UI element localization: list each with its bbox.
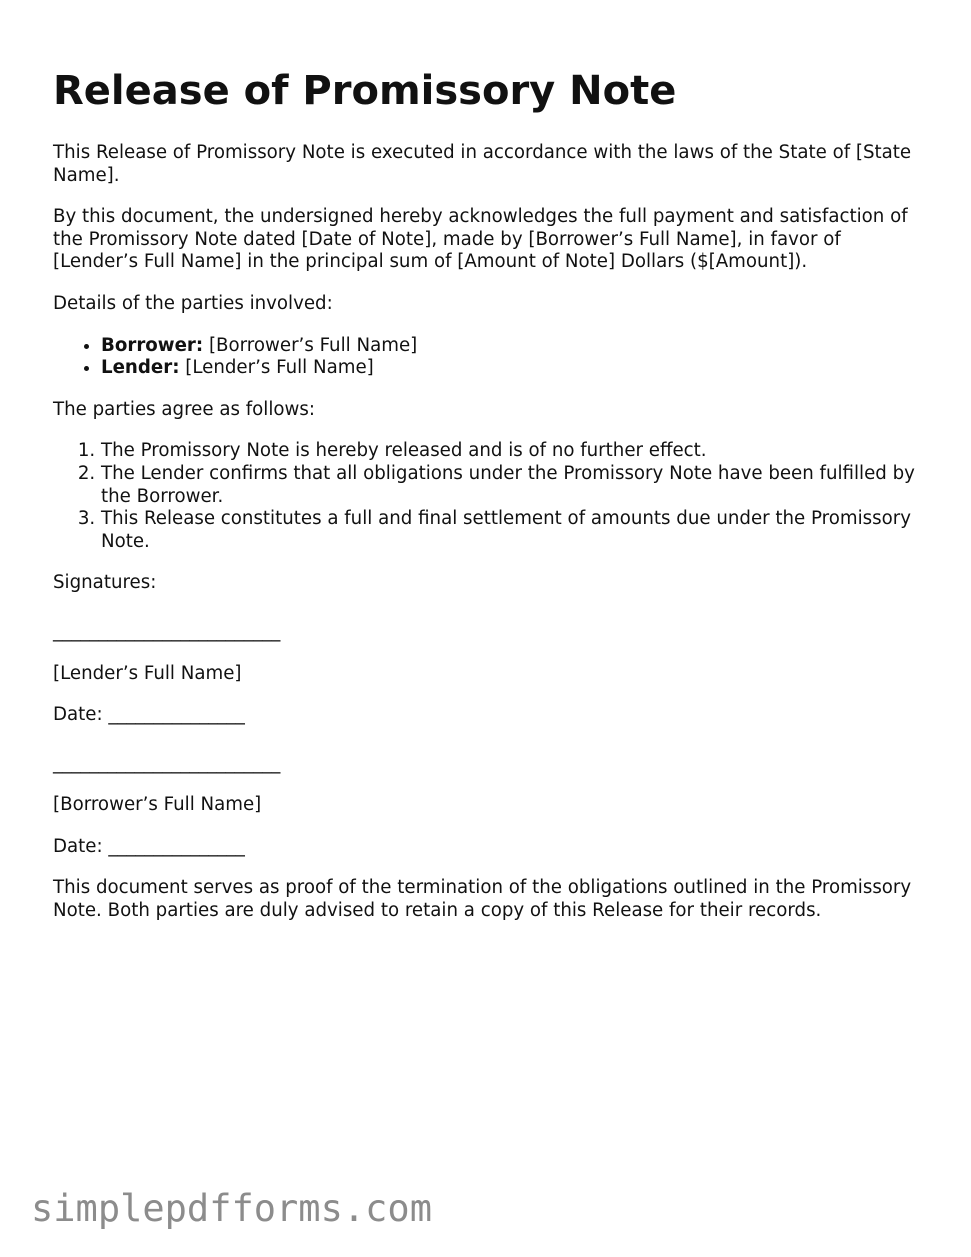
- signatures-heading: Signatures:: [53, 572, 157, 594]
- signature-line[interactable]: _________________________: [53, 752, 281, 774]
- borrower-signature-block: [53, 753, 923, 859]
- closing-paragraph: This document serves as proof of the termination of the obligations outlined in the Promissory Note. Both parties are duly advised to retain a copy of this Release for their records.: [53, 877, 912, 922]
- acknowledgment-paragraph: By this document, the undersigned hereby acknowledges the full payment and satisfaction of the Promissory Note dated [Date of Note], made by [Borrower’s Full Name], in favor of [Lender’s Full Name] in the principal sum of [Amount of Note] Dollars ($[Amount]).: [53, 206, 908, 273]
- date-line[interactable]: Date: _______________: [53, 704, 245, 726]
- term-item: 1. The Promissory Note is hereby released and is of no further effect.: [101, 440, 923, 463]
- signer-name: [Borrower’s Full Name]: [53, 794, 262, 816]
- party-borrower: [101, 335, 923, 358]
- agree-heading: The parties agree as follows:: [53, 398, 315, 420]
- signature-line[interactable]: _________________________: [53, 620, 281, 642]
- party-lender: [101, 357, 923, 380]
- date-line[interactable]: Date: _______________: [53, 835, 245, 857]
- party-value: [Borrower’s Full Name]: [203, 334, 418, 356]
- parties-list: [53, 335, 923, 380]
- party-label: Lender:: [101, 357, 180, 379]
- intro-paragraph: This Release of Promissory Note is executed in accordance with the laws of the State of [State Name].: [53, 142, 912, 186]
- term-item: 2. The Lender confirms that all obligations under the Promissory Note have been fulfilled by the Borrower.: [101, 463, 923, 508]
- term-item: 3. This Release constitutes a full and final settlement of amounts due under the Promissory Note.: [101, 508, 923, 553]
- party-value: [Lender’s Full Name]: [179, 357, 374, 379]
- party-label: Borrower:: [101, 334, 204, 356]
- lender-signature-block: [53, 621, 923, 727]
- signer-name: [Lender’s Full Name]: [53, 662, 242, 684]
- watermark-text: simplepdfforms.com: [31, 1187, 432, 1230]
- terms-list: [53, 440, 923, 553]
- parties-heading: Details of the parties involved:: [53, 292, 333, 314]
- document-page: [53, 66, 923, 942]
- document-title: Release of Promissory Note: [53, 68, 677, 114]
